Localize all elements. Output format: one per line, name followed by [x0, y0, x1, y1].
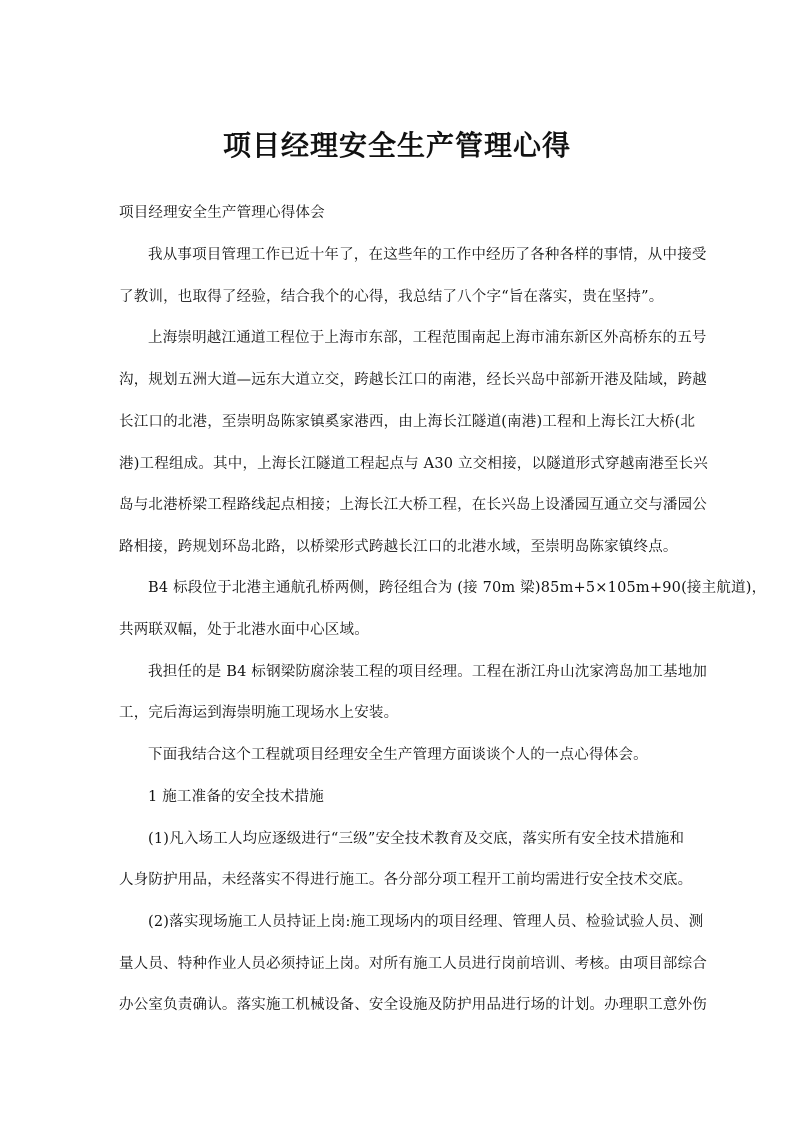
- paragraph-line: 长江口的北港，至崇明岛陈家镇奚家港西，由上海长江隧道(南港)工程和上海长江大桥(北: [119, 414, 696, 430]
- paragraph-line: 岛与北港桥梁工程路线起点相接；上海长江大桥工程，在长兴岛上设潘园互通立交与潘园公: [119, 497, 707, 513]
- paragraph-line: 我担任的是 B4 标钢梁防腐涂装工程的项目经理。工程在浙江舟山沈家湾岛加工基地加: [148, 664, 708, 680]
- paragraph-line: 上海崇明越江通道工程位于上海市东部，工程范围南起上海市浦东新区外高桥东的五号: [148, 330, 707, 346]
- paragraph-line: 量人员、特种作业人员必须持证上岗。对所有施工人员进行岗前培训、考核。由项目部综合: [119, 956, 707, 972]
- paragraph-line: 路相接，跨规划环岛北路，以桥梁形式跨越长江口的北港水域，至崇明岛陈家镇终点。: [119, 539, 678, 555]
- paragraph-line: 工，完后海运到海崇明施工现场水上安装。: [119, 705, 399, 721]
- paragraph-line: (2)落实现场施工人员持证上岗:施工现场内的项目经理、管理人员、检验试验人员、测: [148, 914, 704, 930]
- paragraph-line: 我从事项目管理工作已近十年了，在这些年的工作中经历了各种各样的事情，从中接受: [148, 247, 707, 263]
- paragraph-line: 办公室负责确认。落实施工机械设备、安全设施及防护用品进行场的计划。办理职工意外伤: [119, 997, 707, 1013]
- paragraph-line: 下面我结合这个工程就项目经理安全生产管理方面谈谈个人的一点心得体会。: [148, 747, 648, 763]
- paragraph-line: 沟，规划五洲大道—远东大道立交，跨越长江口的南港，经长兴岛中部新开港及陆域，跨越: [119, 372, 707, 388]
- paragraph-line: 了教训，也取得了经验，结合我个的心得，我总结了八个字“旨在落实，贵在坚持”。: [119, 289, 664, 305]
- paragraph-line: B4 标段位于北港主通航孔桥两侧，跨径组合为 (接 70m 梁)85m+5×105m+90(接主航道)，: [148, 580, 767, 596]
- paragraph-line: 人身防护用品，未经落实不得进行施工。各分部分项工程开工前均需进行安全技术交底。: [119, 872, 693, 888]
- section-heading: 1 施工准备的安全技术措施: [148, 789, 324, 805]
- paragraph-line: 港)工程组成。其中，上海长江隧道工程起点与 A30 立交相接，以隧道形式穿越南港至长兴: [119, 456, 708, 472]
- paragraph-line: (1)凡入场工人均应逐级进行“三级”安全技术教育及交底，落实所有安全技术措施和: [148, 831, 685, 847]
- document-title: 项目经理安全生产管理心得: [222, 129, 571, 162]
- paragraph-line: 共两联双幅，处于北港水面中心区域。: [119, 622, 369, 638]
- subtitle-line: 项目经理安全生产管理心得体会: [119, 205, 325, 221]
